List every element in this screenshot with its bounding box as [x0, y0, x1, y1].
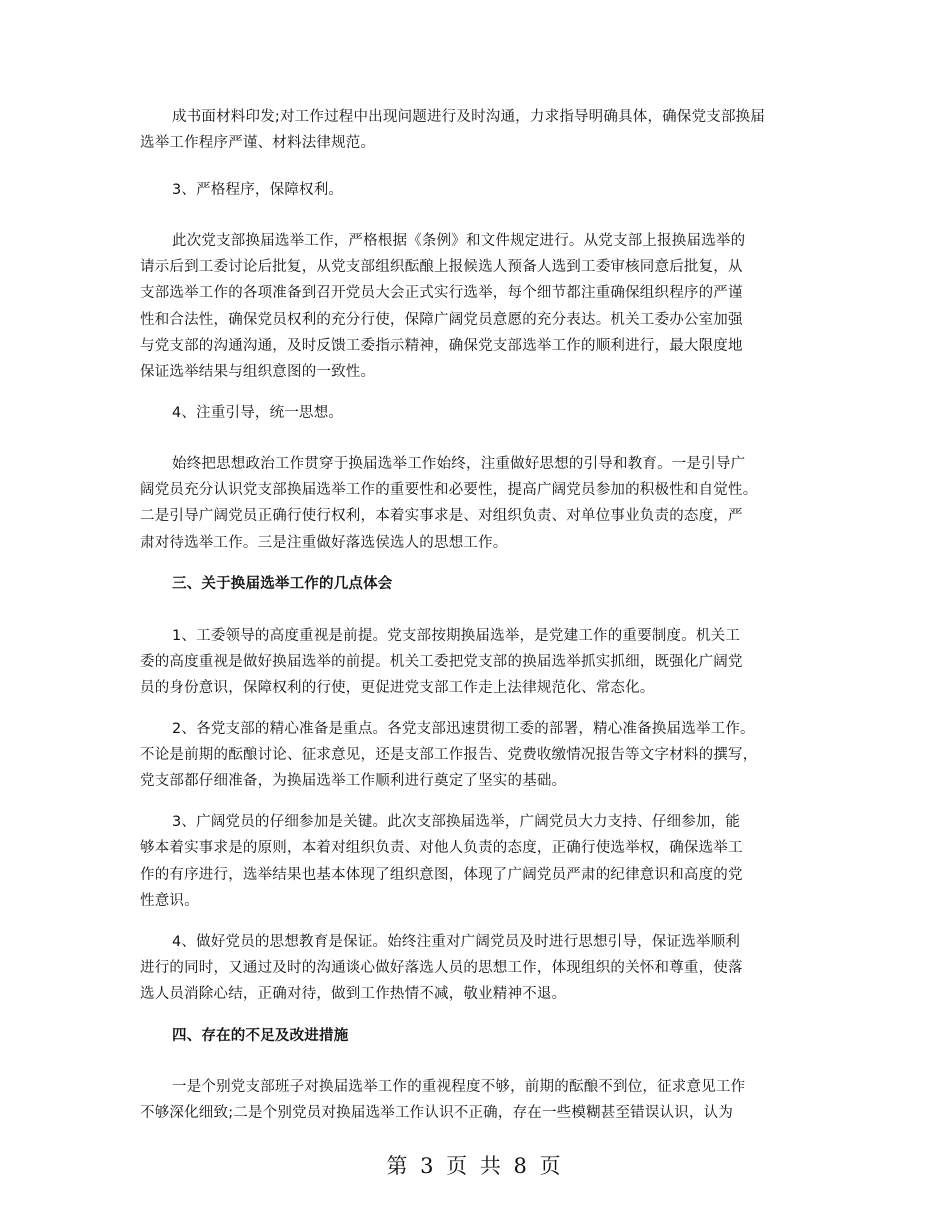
section-heading: 四、存在的不足及改进措施 [172, 1028, 349, 1044]
paragraph-line: 保证选举结果与组织意图的一致性。 [140, 364, 376, 380]
paragraph-line: 阔党员充分认识党支部换届选举工作的重要性和必要性，提高广阔党员参加的积极性和自觉性。 [140, 482, 758, 498]
paragraph-line: 不够深化细致;二是个别党员对换届选举工作认识不正确，存在一些模糊甚至错误认识，认为 [140, 1105, 734, 1121]
paragraph-line: 2、各党支部的精心准备是重点。各党支部迅速贯彻工委的部署，精心准备换届选举工作。 [172, 721, 755, 737]
paragraph-line: 二是引导广阔党员正确行使行权利，本着实事求是、对组织负责、对单位事业负责的态度，严 [140, 508, 743, 524]
paragraph-line: 与党支部的沟通沟通，及时反馈工委指示精神，确保党支部选举工作的顺利进行，最大限度地 [140, 338, 743, 354]
subsection-heading: 3、严格程序，保障权利。 [172, 182, 344, 198]
paragraph-line: 1、工委领导的高度重视是前提。党支部按期换届选举，是党建工作的重要制度。机关工 [172, 628, 741, 644]
paragraph-line: 支部选举工作的各项准备到召开党员大会正式实行选举，每个细节都注重确保组织程序的严谨 [140, 285, 743, 301]
paragraph-line: 党支部都仔细准备，为换届选举工作顺利进行奠定了坚实的基础。 [140, 773, 567, 789]
paragraph-line: 性意识。 [140, 893, 199, 909]
paragraph-line: 请示后到工委讨论后批复，从党支部组织酝酿上报候选人预备人选到工委审核同意后批复，从 [140, 259, 743, 275]
paragraph-line: 委的高度重视是做好换届选举的前提。机关工委把党支部的换届选举抓实抓细，既强化广阔党 [140, 654, 743, 670]
paragraph-line: 此次党支部换届选举工作，严格根据《条例》和文件规定进行。从党支部上报换届选举的 [172, 233, 746, 249]
paragraph-line: 成书面材料印发;对工作过程中出现问题进行及时沟通，力求指导明确具体，确保党支部换届 [172, 109, 766, 125]
subsection-heading: 4、注重引导，统一思想。 [172, 405, 344, 421]
paragraph-line: 作的有序进行，选举结果也基本体现了组织意图，体现了广阔党员严肃的纪律意识和高度的党 [140, 867, 743, 883]
paragraph-line: 进行的同时，又通过及时的沟通谈心做好落选人员的思想工作，体现组织的关怀和尊重，使落 [140, 960, 743, 976]
section-heading: 三、关于换届选举工作的几点体会 [172, 576, 393, 592]
paragraph-line: 选人员消除心结，正确对待，做到工作热情不减，敬业精神不退。 [140, 986, 567, 1002]
paragraph-line: 够本着实事求是的原则，本着对组织负责、对他人负责的态度，正确行使选举权，确保选举工 [140, 840, 743, 856]
paragraph-line: 3、广阔党员的仔细参加是关键。此次支部换届选举，广阔党员大力支持、仔细参加，能 [172, 814, 741, 830]
paragraph-line: 选举工作程序严谨、材料法律规范。 [140, 135, 376, 151]
paragraph-line: 员的身份意识，保障权利的行使，更促进党支部工作走上法律规范化、常态化。 [140, 680, 655, 696]
paragraph-line: 肃对待选举工作。三是注重做好落选侯选人的思想工作。 [140, 535, 508, 551]
paragraph-line: 一是个别党支部班子对换届选举工作的重视程度不够，前期的酝酿不到位，征求意见工作 [172, 1079, 746, 1095]
paragraph-line: 始终把思想政治工作贯穿于换届选举工作始终，注重做好思想的引导和教育。一是引导广 [172, 456, 746, 472]
paragraph-line: 性和合法性，确保党员权利的充分行使，保障广阔党员意愿的充分表达。机关工委办公室加强 [140, 312, 743, 328]
paragraph-line: 不论是前期的酝酿讨论、征求意见，还是支部工作报告、党费收缴情况报告等文字材料的撰写， [140, 747, 758, 763]
paragraph-line: 4、做好党员的思想教育是保证。始终注重对广阔党员及时进行思想引导，保证选举顺利 [172, 934, 741, 950]
page-footer: 第 3 页 共 8 页 [386, 1154, 564, 1178]
